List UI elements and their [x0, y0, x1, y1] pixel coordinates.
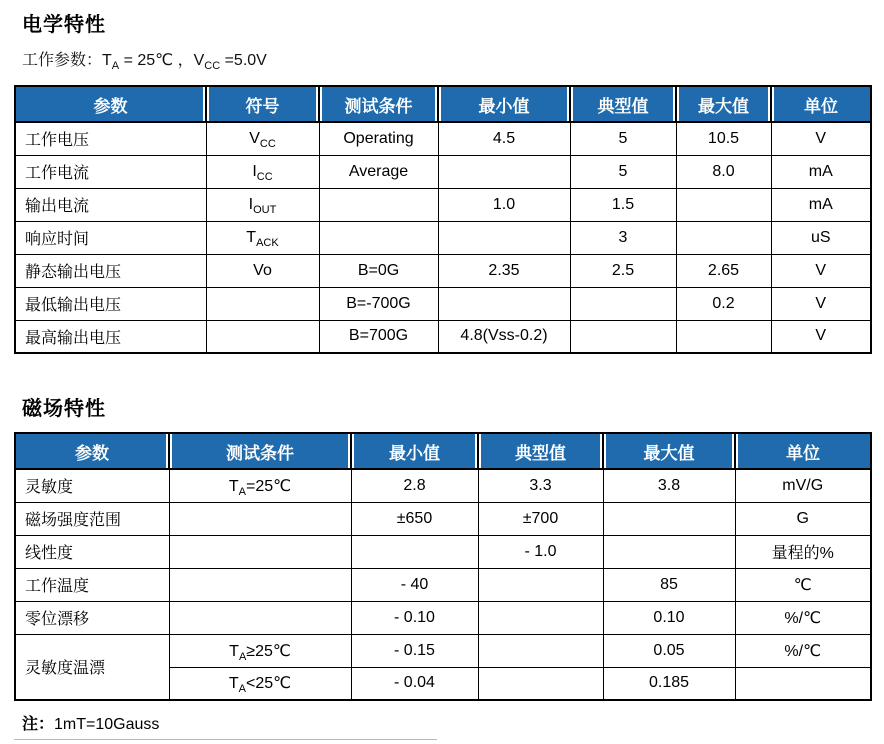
cell	[478, 601, 603, 634]
cell: 响应时间	[15, 221, 206, 254]
cell: 工作电压	[15, 122, 206, 155]
column-header: 单位	[771, 86, 871, 122]
table-row	[15, 254, 871, 287]
footnote-label: 注：	[22, 716, 55, 733]
cell: 零位漂移	[15, 601, 169, 634]
footnote-text: 1mT=10Gauss	[54, 716, 160, 733]
cell	[478, 634, 603, 667]
cell: 量程的%	[735, 535, 871, 568]
column-header: 最小值	[438, 86, 570, 122]
column-header: 典型值	[570, 86, 676, 122]
cell	[319, 221, 438, 254]
table-row	[15, 502, 871, 535]
operating-conditions: 工作参数：$T_A$ = 25℃ ，$V_{CC} =5.0V$	[22, 52, 267, 73]
cell: 磁场强度范围	[15, 502, 169, 535]
cell: 输出电流	[15, 188, 206, 221]
table-row	[15, 634, 871, 667]
footnote	[22, 711, 159, 734]
table-row	[15, 469, 871, 502]
cell: 3.8	[603, 469, 735, 502]
cell	[603, 502, 735, 535]
cell: ℃	[735, 568, 871, 601]
cell: mA	[771, 188, 871, 221]
cell: - 0.15	[351, 634, 478, 667]
header-row	[15, 86, 871, 122]
cell: 0.10	[603, 601, 735, 634]
table-row	[15, 122, 871, 155]
cell: 2.35	[438, 254, 570, 287]
cell: B=700G	[319, 320, 438, 353]
cell	[676, 221, 771, 254]
cell: 0.185	[603, 667, 735, 700]
cell	[478, 667, 603, 700]
column-header: 测试条件	[169, 433, 351, 469]
cell: 静态输出电压	[15, 254, 206, 287]
magnetic-characteristics-table	[14, 432, 872, 701]
table-row	[15, 601, 871, 634]
cell: - 0.04	[351, 667, 478, 700]
cell: $I_{CC}$	[206, 155, 319, 188]
cell: 工作温度	[15, 568, 169, 601]
cell: $T_A<25℃$	[169, 667, 351, 700]
cell	[676, 320, 771, 353]
table-row	[15, 535, 871, 568]
cell: 85	[603, 568, 735, 601]
column-header: 典型值	[478, 433, 603, 469]
cell: mV/G	[735, 469, 871, 502]
cell	[676, 188, 771, 221]
cell: 0.05	[603, 634, 735, 667]
cell: B=0G	[319, 254, 438, 287]
cell: G	[735, 502, 871, 535]
cell: 最高输出电压	[15, 320, 206, 353]
cell: 10.5	[676, 122, 771, 155]
cell	[570, 287, 676, 320]
cell: mA	[771, 155, 871, 188]
cell: Operating	[319, 122, 438, 155]
cell: $T_A\ge 25℃$	[169, 634, 351, 667]
cell: 1.0	[438, 188, 570, 221]
cell	[438, 221, 570, 254]
cell: 8.0	[676, 155, 771, 188]
cell: Vo	[206, 254, 319, 287]
cell	[603, 535, 735, 568]
cell: 2.5	[570, 254, 676, 287]
cell: $T_A=25℃$	[169, 469, 351, 502]
cell: 3.3	[478, 469, 603, 502]
cell	[438, 287, 570, 320]
cell: 5	[570, 155, 676, 188]
cell: uS	[771, 221, 871, 254]
cell: %/℃	[735, 634, 871, 667]
cell	[478, 568, 603, 601]
cell: Average	[319, 155, 438, 188]
cell: 4.8(Vss-0.2)	[438, 320, 570, 353]
cell: $V_{CC}$	[206, 122, 319, 155]
cell: V	[771, 287, 871, 320]
cell: 灵敏度	[15, 469, 169, 502]
cell: V	[771, 122, 871, 155]
cell: 0.2	[676, 287, 771, 320]
cell: 工作电流	[15, 155, 206, 188]
cell: 1.5	[570, 188, 676, 221]
cell	[206, 320, 319, 353]
cell: V	[771, 320, 871, 353]
cell	[319, 188, 438, 221]
cell: ±650	[351, 502, 478, 535]
cell: 2.65	[676, 254, 771, 287]
table-row	[15, 155, 871, 188]
section-title-magnetic: 磁场特性	[22, 398, 106, 420]
cell	[735, 667, 871, 700]
cell: 3	[570, 221, 676, 254]
column-header: 最大值	[676, 86, 771, 122]
cell: $T_{ACK}$	[206, 221, 319, 254]
table-row	[15, 568, 871, 601]
cell: %/℃	[735, 601, 871, 634]
electrical-characteristics-table	[14, 85, 872, 354]
cell: - 0.10	[351, 601, 478, 634]
cell	[169, 535, 351, 568]
column-header: 参数	[15, 433, 169, 469]
header-row	[15, 433, 871, 469]
footer-rule	[14, 739, 437, 740]
cell: 4.5	[438, 122, 570, 155]
column-header: 符号	[206, 86, 319, 122]
table-row	[15, 320, 871, 353]
cell: 线性度	[15, 535, 169, 568]
cell: 5	[570, 122, 676, 155]
table-row	[15, 221, 871, 254]
cell: ±700	[478, 502, 603, 535]
cell	[438, 155, 570, 188]
cell	[169, 568, 351, 601]
cell	[570, 320, 676, 353]
table-row	[15, 287, 871, 320]
cell: $I_{OUT}$	[206, 188, 319, 221]
cell	[169, 601, 351, 634]
cell: V	[771, 254, 871, 287]
cell: B=-700G	[319, 287, 438, 320]
cell: - 1.0	[478, 535, 603, 568]
column-header: 最大值	[603, 433, 735, 469]
cell: - 40	[351, 568, 478, 601]
cell: 灵敏度温漂	[15, 634, 169, 700]
column-header: 单位	[735, 433, 871, 469]
column-header: 参数	[15, 86, 206, 122]
cell: 最低输出电压	[15, 287, 206, 320]
cell	[169, 502, 351, 535]
section-title-electrical: 电学特性	[22, 14, 106, 36]
column-header: 测试条件	[319, 86, 438, 122]
cell	[351, 535, 478, 568]
cell	[206, 287, 319, 320]
cell: 2.8	[351, 469, 478, 502]
table-row	[15, 188, 871, 221]
column-header: 最小值	[351, 433, 478, 469]
